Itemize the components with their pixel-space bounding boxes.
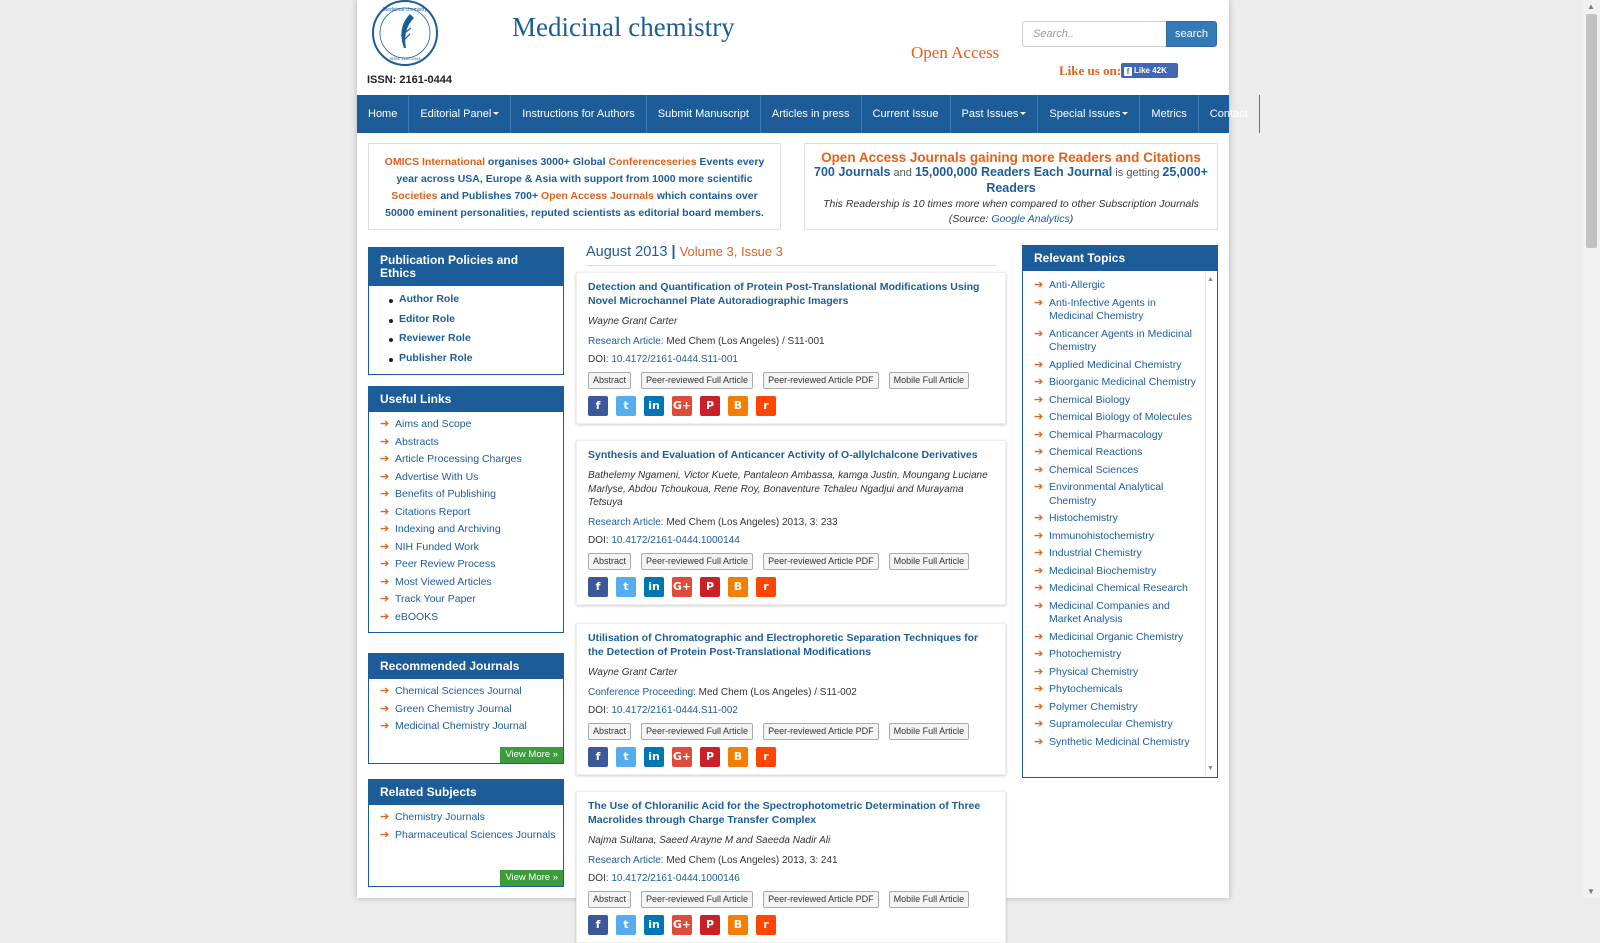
bullet-icon <box>389 299 393 303</box>
list-item[interactable] <box>1023 545 1217 563</box>
nav-label: Special Issues <box>1049 108 1121 120</box>
arrow-right-icon: ➔ <box>1034 411 1044 423</box>
article-type-label[interactable]: Research Article: <box>588 516 664 528</box>
list-item-label[interactable]: Medicinal Organic Chemistry <box>1049 630 1184 643</box>
list-item-label[interactable]: Immunohistochemistry <box>1049 529 1155 542</box>
mobile-full-article-button[interactable]: Mobile Full Article <box>889 723 970 740</box>
arrow-right-icon: ➔ <box>1034 446 1044 458</box>
list-item-label[interactable]: Chemical Sciences Journal <box>395 685 522 697</box>
googleplus-icon[interactable]: G+ <box>672 915 692 935</box>
arrow-right-icon: ➔ <box>380 720 390 732</box>
facebook-like-label: Like 42K <box>1134 66 1167 75</box>
linkedin-icon[interactable]: in <box>644 915 664 935</box>
arrow-right-icon: ➔ <box>1034 529 1044 542</box>
arrow-right-icon: ➔ <box>380 575 390 588</box>
issue-heading: August 2013 | Volume 3, Issue 3 <box>586 244 783 260</box>
facebook-icon[interactable]: f <box>588 577 608 597</box>
list-item-label[interactable]: Reviewer Role <box>399 332 471 344</box>
scrollbar-thumb[interactable] <box>1586 14 1597 248</box>
site-title[interactable]: Medicinal chemistry <box>512 12 735 42</box>
list-item[interactable] <box>1023 295 1217 326</box>
nav-label: Home <box>368 108 398 120</box>
arrow-right-icon: ➔ <box>1034 481 1044 493</box>
social-share <box>588 915 994 935</box>
list-item[interactable] <box>1023 479 1217 510</box>
svg-text:Medicinal chemistry: Medicinal chemistry <box>383 7 427 13</box>
caret-down-icon <box>1020 112 1026 115</box>
list-item[interactable] <box>1023 374 1217 392</box>
list-item-label[interactable]: Photochemistry <box>1049 648 1122 660</box>
list-item-label[interactable]: Applied Medicinal Chemistry <box>1049 358 1182 371</box>
nav-label: Articles in press <box>771 108 850 120</box>
issn-label: ISSN: 2161-0444 <box>367 74 452 86</box>
list-item-label[interactable]: Article Processing Charges <box>395 453 522 465</box>
list-item-label[interactable]: Histochemistry <box>1049 512 1118 524</box>
blogger-icon[interactable]: B <box>728 747 748 767</box>
arrow-right-icon: ➔ <box>380 418 390 430</box>
list-item-label[interactable]: NIH Funded Work <box>395 540 479 553</box>
article-doi: DOI: 10.4172/2161-0444.1000146 <box>588 872 740 884</box>
list-item[interactable] <box>1023 563 1217 581</box>
nav-articles-in-press[interactable] <box>761 95 862 133</box>
arrow-right-icon: ➔ <box>380 488 390 500</box>
list-item-label[interactable]: Chemical Sciences <box>1049 463 1139 476</box>
list-item-label[interactable]: Chemistry Journals <box>395 811 485 823</box>
recommended-journals-title: Recommended Journals <box>369 654 563 679</box>
google-analytics-link[interactable]: Google Analytics <box>991 213 1070 225</box>
relevant-topics-title: Relevant Topics <box>1023 246 1217 271</box>
arrow-right-icon: ➔ <box>380 540 390 553</box>
doi-link[interactable]: 10.4172/2161-0444.S11-001 <box>611 353 738 365</box>
blogger-icon[interactable]: B <box>728 915 748 935</box>
page-container <box>357 0 1248 931</box>
article-doi: DOI: 10.4172/2161-0444.S11-002 <box>588 704 738 716</box>
journal-logo[interactable] <box>370 0 440 66</box>
abstract-button[interactable]: Abstract <box>588 553 631 570</box>
list-item-label[interactable]: Supramolecular Chemistry <box>1049 718 1173 730</box>
arrow-right-icon: ➔ <box>1034 683 1044 695</box>
list-item-label[interactable]: Medicinal Companies and Market Analysis <box>1049 599 1170 625</box>
article-authors: Bathelemy Ngameni, Victor Kuete, Pantaleon Ambassa, kamga Justin, Moungang Luciane Marlyse, Abdou Tchoukoua, Rene Roy, Bonaventure Tchaleu Ngadjui and Murayama Tetsuya <box>588 470 988 508</box>
arrow-right-icon: ➔ <box>380 505 390 518</box>
facebook-like-button[interactable] <box>1121 63 1178 78</box>
list-item-label[interactable]: Aims and Scope <box>395 418 472 430</box>
related-subjects-title: Related Subjects <box>369 780 563 805</box>
list-item[interactable] <box>369 574 563 592</box>
nav-instructions-for-authors[interactable] <box>511 95 647 133</box>
arrow-right-icon: ➔ <box>1034 512 1044 524</box>
issue-volume: Volume 3, Issue 3 <box>679 244 783 259</box>
list-item-label[interactable]: Anti-Allergic <box>1049 279 1106 291</box>
article-buttons <box>588 891 994 908</box>
related-subjects-panel <box>368 779 564 887</box>
list-item-label[interactable]: Bioorganic Medicinal Chemistry <box>1049 376 1197 388</box>
article-doi: DOI: 10.4172/2161-0444.S11-001 <box>588 353 738 365</box>
article-type <box>588 687 994 698</box>
policies-panel <box>368 247 564 375</box>
list-item[interactable] <box>1023 699 1217 717</box>
list-item-label[interactable]: Publisher Role <box>399 351 473 364</box>
list-item[interactable] <box>369 701 563 719</box>
abstract-button[interactable]: Abstract <box>588 723 631 740</box>
googleplus-icon[interactable]: G+ <box>672 747 692 767</box>
reddit-icon[interactable]: r <box>756 396 776 416</box>
list-item[interactable] <box>1023 528 1217 546</box>
nav-submit-manuscript[interactable] <box>647 95 761 133</box>
arrow-right-icon: ➔ <box>1034 376 1044 388</box>
caret-down-icon <box>1122 112 1128 115</box>
nav-past-issues[interactable] <box>951 95 1039 133</box>
like-us-label: Like us on: <box>1059 63 1122 78</box>
list-item[interactable] <box>1023 716 1217 734</box>
nav-label: Contact <box>1209 108 1248 120</box>
list-item[interactable] <box>1023 629 1217 647</box>
bullet-icon <box>389 319 393 323</box>
blogger-icon[interactable]: B <box>728 396 748 416</box>
arrow-right-icon: ➔ <box>380 435 390 448</box>
article-authors: Wayne Grant Carter <box>588 667 678 678</box>
arrow-right-icon: ➔ <box>380 828 390 841</box>
list-item[interactable] <box>369 290 563 310</box>
list-item[interactable] <box>1023 580 1217 598</box>
arrow-right-icon: ➔ <box>1034 463 1044 476</box>
arrow-right-icon: ➔ <box>380 610 390 623</box>
peer-reviewed-article-pdf-button[interactable]: Peer-reviewed Article PDF <box>763 553 879 570</box>
list-item[interactable] <box>1023 646 1217 664</box>
search-button[interactable]: search <box>1166 21 1217 47</box>
list-item[interactable] <box>369 469 563 487</box>
arrow-right-icon: ➔ <box>1034 358 1044 371</box>
list-item-label[interactable]: Chemical Biology of Molecules <box>1049 411 1192 423</box>
list-item-label[interactable]: Indexing and Archiving <box>395 523 501 535</box>
list-item[interactable] <box>1023 510 1217 528</box>
scroll-up-icon[interactable]: ▲ <box>1207 276 1214 283</box>
svg-text:ISSN: 2161-0444: ISSN: 2161-0444 <box>389 56 421 61</box>
googleplus-icon[interactable]: G+ <box>672 396 692 416</box>
article-title[interactable]: Utilisation of Chromatographic and Electrophoretic Separation Techniques for the Detection of Protein Post-Translational Modifications <box>588 632 979 658</box>
list-item-label[interactable]: Advertise With Us <box>395 470 479 483</box>
arrow-right-icon: ➔ <box>1034 599 1044 612</box>
linkedin-icon[interactable]: in <box>644 747 664 767</box>
article-card <box>576 272 1006 424</box>
reddit-icon[interactable]: r <box>756 915 776 935</box>
list-item[interactable] <box>1023 444 1217 462</box>
article-type-label[interactable]: Conference Proceeding: <box>588 686 696 698</box>
useful-links-panel <box>368 386 564 633</box>
list-item-label[interactable]: Chemical Pharmacology <box>1049 428 1163 441</box>
article-card <box>576 440 1006 605</box>
list-item[interactable] <box>1023 598 1217 629</box>
readership-stats: 700 Journals and 15,000,000 Readers Each Journal is getting 25,000+ Readers <box>814 165 1208 195</box>
nav-current-issue[interactable] <box>862 95 951 133</box>
arrow-right-icon: ➔ <box>1034 630 1044 643</box>
mobile-full-article-button[interactable]: Mobile Full Article <box>889 553 970 570</box>
list-item[interactable] <box>369 809 563 827</box>
abstract-button[interactable]: Abstract <box>588 372 631 389</box>
list-item[interactable] <box>1023 277 1217 295</box>
article-citation: Med Chem (Los Angeles) 2013, 3: 241 <box>663 854 838 866</box>
article-authors: Najma Sultana, Saeed Arayne M and Saeeda Nadir Ali <box>588 835 831 846</box>
arrow-right-icon: ➔ <box>1034 327 1044 340</box>
article-type <box>588 517 994 528</box>
peer-reviewed-article-pdf-button[interactable]: Peer-reviewed Article PDF <box>763 372 879 389</box>
readership-heading: Open Access Journals gaining more Readers and Citations <box>821 150 1201 165</box>
list-item-label[interactable]: Anti-Infective Agents in Medicinal Chemistry <box>1049 296 1156 322</box>
promo-text: and Publishes 700+ <box>437 190 541 202</box>
list-item[interactable] <box>369 827 563 845</box>
article-card <box>576 791 1006 943</box>
article-buttons <box>588 372 994 389</box>
mobile-full-article-button[interactable]: Mobile Full Article <box>889 891 970 908</box>
list-item-label[interactable]: Most Viewed Articles <box>395 575 492 588</box>
doi-link[interactable]: 10.4172/2161-0444.1000146 <box>611 872 740 884</box>
list-item[interactable] <box>369 416 563 434</box>
arrow-right-icon: ➔ <box>1034 665 1044 678</box>
arrow-right-icon: ➔ <box>1034 428 1044 441</box>
nav-label: Past Issues <box>961 108 1019 120</box>
list-item[interactable] <box>369 556 563 574</box>
article-type-label[interactable]: Research Article: <box>588 335 664 347</box>
page-scrollbar[interactable] <box>1583 0 1600 898</box>
article-card <box>576 623 1006 775</box>
social-share <box>588 577 994 597</box>
caret-down-icon <box>493 112 499 115</box>
list-item-label[interactable]: Phytochemicals <box>1049 683 1123 695</box>
pinterest-icon[interactable]: P <box>700 915 720 935</box>
list-item[interactable] <box>369 718 563 736</box>
list-item-label[interactable]: Pharmaceutical Sciences Journals <box>395 828 556 841</box>
twitter-icon[interactable]: t <box>616 747 636 767</box>
linkedin-icon[interactable]: in <box>644 396 664 416</box>
nav-contact[interactable] <box>1199 95 1260 133</box>
arrow-right-icon: ➔ <box>380 685 390 697</box>
nav-label: Metrics <box>1151 108 1187 120</box>
list-item[interactable] <box>369 451 563 469</box>
list-item-label[interactable]: Medicinal Biochemistry <box>1049 564 1157 577</box>
arrow-right-icon: ➔ <box>380 453 390 465</box>
open-access-label: Open Access <box>911 43 1000 62</box>
relevant-topics-panel <box>1022 245 1218 778</box>
arrow-right-icon: ➔ <box>1034 547 1044 559</box>
article-type <box>588 855 994 866</box>
article-citation: Med Chem (Los Angeles) 2013, 3: 233 <box>663 516 838 528</box>
list-item[interactable] <box>369 609 563 627</box>
list-item-label[interactable]: Track Your Paper <box>395 593 476 605</box>
reddit-icon[interactable]: r <box>756 747 776 767</box>
list-item-label[interactable]: Green Chemistry Journal <box>395 702 512 715</box>
list-item[interactable] <box>1023 409 1217 427</box>
bullet-icon <box>389 358 393 362</box>
list-item[interactable] <box>1023 357 1217 375</box>
view-more-button[interactable]: View More » <box>500 870 563 886</box>
article-citation: Med Chem (Los Angeles) / S11-002 <box>695 686 857 698</box>
arrow-right-icon: ➔ <box>1034 296 1044 309</box>
social-share <box>588 396 994 416</box>
list-item[interactable] <box>369 434 563 452</box>
arrow-right-icon: ➔ <box>1034 700 1044 713</box>
list-item-label[interactable]: Medicinal Chemistry Journal <box>395 720 527 732</box>
article-citation: Med Chem (Los Angeles) / S11-001 <box>663 335 825 347</box>
article-title[interactable]: The Use of Chloranilic Acid for the Spectrophotometric Determination of Three Macrolides through Charge Transfer Complex <box>588 800 981 826</box>
nav-label: Editorial Panel <box>420 108 492 120</box>
twitter-icon[interactable]: t <box>616 396 636 416</box>
facebook-icon[interactable]: f <box>588 915 608 935</box>
list-item-label[interactable]: Synthetic Medicinal Chemistry <box>1049 735 1190 748</box>
list-item[interactable] <box>369 683 563 701</box>
list-item-label[interactable]: Chemical Reactions <box>1049 446 1143 458</box>
promo-text: which contains over 50000 eminent personalities, reputed scientists as editorial board members. <box>385 190 764 219</box>
societies-link[interactable]: Societies <box>391 190 438 202</box>
list-item[interactable] <box>1023 427 1217 445</box>
list-item[interactable] <box>369 486 563 504</box>
twitter-icon[interactable]: t <box>616 915 636 935</box>
scroll-down-icon[interactable]: ▼ <box>1207 765 1214 772</box>
list-item-label[interactable]: Polymer Chemistry <box>1049 700 1138 713</box>
list-item[interactable] <box>369 329 563 349</box>
search-input[interactable] <box>1022 21 1166 47</box>
divider <box>586 265 996 266</box>
article-buttons <box>588 723 994 740</box>
list-item-label[interactable]: Environmental Analytical Chemistry <box>1049 481 1164 507</box>
useful-links-title: Useful Links <box>369 387 563 412</box>
list-item-label[interactable]: Physical Chemistry <box>1049 665 1139 678</box>
facebook-icon[interactable]: f <box>588 396 608 416</box>
list-item[interactable] <box>1023 734 1217 752</box>
nav-special-issues[interactable] <box>1038 95 1140 133</box>
mobile-full-article-button[interactable]: Mobile Full Article <box>889 372 970 389</box>
reddit-icon[interactable]: r <box>756 577 776 597</box>
doi-link[interactable]: 10.4172/2161-0444.S11-002 <box>611 704 738 716</box>
nav-home[interactable] <box>357 95 409 133</box>
article-type <box>588 336 994 347</box>
readership-promo <box>804 143 1218 230</box>
arrow-right-icon: ➔ <box>1034 648 1044 660</box>
conferenceseries-link[interactable]: Conferenceseries <box>608 156 697 168</box>
list-item-label[interactable]: Anticancer Agents in Medicinal Chemistry <box>1049 327 1192 353</box>
list-item-label[interactable]: Benefits of Publishing <box>395 488 496 500</box>
blogger-icon[interactable]: B <box>728 577 748 597</box>
article-authors: Wayne Grant Carter <box>588 316 678 327</box>
arrow-right-icon: ➔ <box>1034 582 1044 594</box>
list-item-label[interactable]: Medicinal Chemical Research <box>1049 582 1188 594</box>
list-item[interactable] <box>369 504 563 522</box>
article-buttons <box>588 553 994 570</box>
article-title[interactable]: Synthesis and Evaluation of Anticancer Activity of O-allylchalcone Derivatives <box>588 449 978 461</box>
peer-reviewed-article-pdf-button[interactable]: Peer-reviewed Article PDF <box>763 891 879 908</box>
peer-reviewed-full-article-button[interactable]: Peer-reviewed Full Article <box>641 891 753 908</box>
omics-promo <box>368 143 781 230</box>
pinterest-icon[interactable]: P <box>700 747 720 767</box>
nav-label: Current Issue <box>872 108 939 120</box>
list-item-label[interactable]: Industrial Chemistry <box>1049 547 1142 559</box>
list-item-label[interactable]: Chemical Biology <box>1049 393 1131 406</box>
arrow-right-icon: ➔ <box>380 702 390 715</box>
list-item-label[interactable]: Peer Review Process <box>395 558 496 570</box>
googleplus-icon[interactable]: G+ <box>672 577 692 597</box>
abstract-button[interactable]: Abstract <box>588 891 631 908</box>
issue-date: August 2013 <box>586 244 668 260</box>
arrow-right-icon: ➔ <box>1034 735 1044 748</box>
article-type-label[interactable]: Research Article: <box>588 854 664 866</box>
pinterest-icon[interactable]: P <box>700 577 720 597</box>
doi-link[interactable]: 10.4172/2161-0444.1000144 <box>611 534 740 546</box>
arrow-right-icon: ➔ <box>1034 279 1044 291</box>
arrow-right-icon: ➔ <box>380 523 390 535</box>
arrow-right-icon: ➔ <box>1034 393 1044 406</box>
peer-reviewed-article-pdf-button[interactable]: Peer-reviewed Article PDF <box>763 723 879 740</box>
arrow-right-icon: ➔ <box>1034 564 1044 577</box>
linkedin-icon[interactable]: in <box>644 577 664 597</box>
peer-reviewed-full-article-button[interactable]: Peer-reviewed Full Article <box>641 553 753 570</box>
scroll-up-icon[interactable]: ▲ <box>1587 2 1595 11</box>
arrow-right-icon: ➔ <box>1034 718 1044 730</box>
list-item-label[interactable]: Citations Report <box>395 505 471 518</box>
main-navigation <box>357 95 1248 133</box>
open-access-journals-link[interactable]: Open Access Journals <box>541 190 654 202</box>
nav-editorial-panel[interactable] <box>409 95 511 133</box>
arrow-right-icon: ➔ <box>380 558 390 570</box>
social-share <box>588 747 994 767</box>
list-item[interactable] <box>1023 326 1217 357</box>
facebook-icon[interactable]: f <box>588 747 608 767</box>
policies-title: Publication Policies and Ethics <box>369 248 563 286</box>
list-item[interactable] <box>1023 392 1217 410</box>
list-item-label[interactable]: Editor Role <box>399 312 456 325</box>
readership-note: This Readership is 10 times more when compared to other Subscription Journals (Source: Google Analytics) <box>823 198 1199 225</box>
topics-scrollbar[interactable] <box>1205 274 1215 774</box>
list-item-label[interactable]: Author Role <box>399 293 460 305</box>
arrow-right-icon: ➔ <box>380 811 390 823</box>
bullet-icon <box>389 338 393 342</box>
nav-metrics[interactable] <box>1140 95 1198 133</box>
list-item[interactable] <box>1023 664 1217 682</box>
promo-text: organises 3000+ Global <box>485 156 609 168</box>
article-doi: DOI: 10.4172/2161-0444.1000144 <box>588 534 740 546</box>
nav-label: Submit Manuscript <box>657 108 749 120</box>
list-item[interactable] <box>369 591 563 609</box>
peer-reviewed-full-article-button[interactable]: Peer-reviewed Full Article <box>641 372 753 389</box>
list-item-label[interactable]: Abstracts <box>395 435 439 448</box>
arrow-right-icon: ➔ <box>380 470 390 483</box>
list-item[interactable] <box>369 539 563 557</box>
promo-text: Events every year across USA, Europe & Asia with support from 1000 more scientific <box>396 156 765 185</box>
twitter-icon[interactable]: t <box>616 577 636 597</box>
nav-label: Instructions for Authors <box>522 108 635 120</box>
article-title[interactable]: Detection and Quantification of Protein Post-Translational Modifications Using Novel Microchannel Plate Autoradiographic Imagers <box>588 281 980 307</box>
list-item[interactable] <box>369 349 563 369</box>
list-item-label[interactable]: eBOOKS <box>395 610 439 623</box>
recommended-journals-panel <box>368 653 564 764</box>
arrow-right-icon: ➔ <box>380 593 390 605</box>
facebook-icon: f <box>1124 67 1132 76</box>
pinterest-icon[interactable]: P <box>700 396 720 416</box>
view-more-button[interactable]: View More » <box>500 747 563 763</box>
omics-link[interactable]: OMICS International <box>384 156 486 168</box>
peer-reviewed-full-article-button[interactable]: Peer-reviewed Full Article <box>641 723 753 740</box>
list-item[interactable] <box>1023 462 1217 480</box>
list-item[interactable] <box>369 521 563 539</box>
list-item[interactable] <box>1023 681 1217 699</box>
list-item[interactable] <box>369 310 563 330</box>
scroll-down-icon[interactable]: ▼ <box>1587 887 1595 896</box>
